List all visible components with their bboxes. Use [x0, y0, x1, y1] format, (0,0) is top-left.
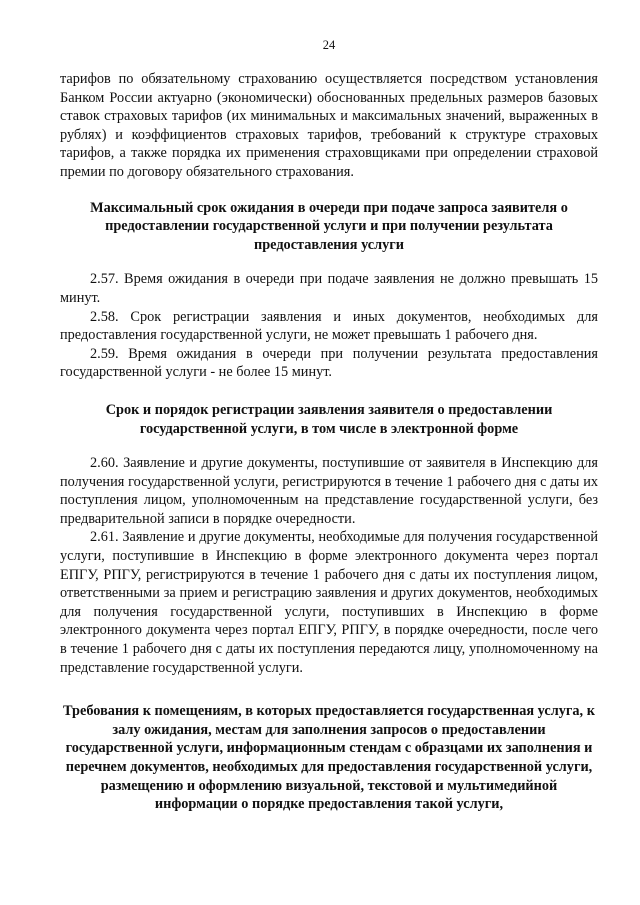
document-page [60, 0, 598, 905]
document-body [60, 70, 598, 814]
paragraph-2-57: 2.57. Время ожидания в очереди при подаче заявления не должно превышать 15 минут. [60, 271, 598, 306]
page-number: 24 [322, 38, 336, 52]
section-heading-premises: Требования к помещениям, в которых предоставляется государственная услуга, к залу ожидания, местам для заполнения запросов о предоставлении государственной услуги, информационным стендам с образцами их заполнения и перечнем документов, необходимых для предоставления государственной услуги, размещению и оформлению визуальной, текстовой и мультимедийной информации о порядке предоставления такой услуги, [63, 703, 595, 813]
paragraph-2-61: 2.61. Заявление и другие документы, необходимые для получения государственной услуги, поступившие в Инспекцию в форме электронного документа через портал ЕПГУ, РПГУ, регистрируются в течение 1 рабочего дня с даты их поступления лицом, ответственными за прием и регистрацию заявления и других документов, необходимых для получения государственной услуги, поступивших в Инспекцию в форме электронного документа через портал ЕПГУ, РПГУ, в порядке очередности, после чего в течение 1 рабочего дня с даты их поступления передаются лицу, уполномоченному на представление государственной услуги. [60, 529, 598, 676]
paragraph-2-60: 2.60. Заявление и другие документы, поступившие от заявителя в Инспекцию для получения государственной услуги, регистрируются в течение 1 рабочего дня с даты их поступления лицом, уполномоченным на представление государственной услуги, без предварительной записи в порядке очередности. [60, 455, 598, 527]
section-heading-registration: Срок и порядок регистрации заявления заявителя о предоставлении государственной услуги, в том числе в электронной форме [105, 401, 553, 437]
intro-paragraph: тарифов по обязательному страхованию осуществляется посредством установления Банком России актуарно (экономически) обоснованных предельных размеров базовых ставок страховых тарифов (их минимальных и максимальных значений, выраженных в рублях) и коэффициентов страховых тарифов, требований к структуре страховых тарифов, а также порядка их применения страховщиками при определении страховой премии по договору обязательного страхования. [60, 71, 598, 180]
paragraph-2-58: 2.58. Срок регистрации заявления и иных документов, необходимых для предоставления государственной услуги, не может превышать 1 рабочего дня. [60, 308, 598, 344]
paragraph-2-59: 2.59. Время ожидания в очереди при получении результата предоставления государственной услуги - не более 15 минут. [60, 345, 598, 381]
section-heading-waiting-time: Максимальный срок ожидания в очереди при подаче запроса заявителя о предоставлении государственной услуги и при получении результата предоставления услуги [90, 199, 568, 253]
